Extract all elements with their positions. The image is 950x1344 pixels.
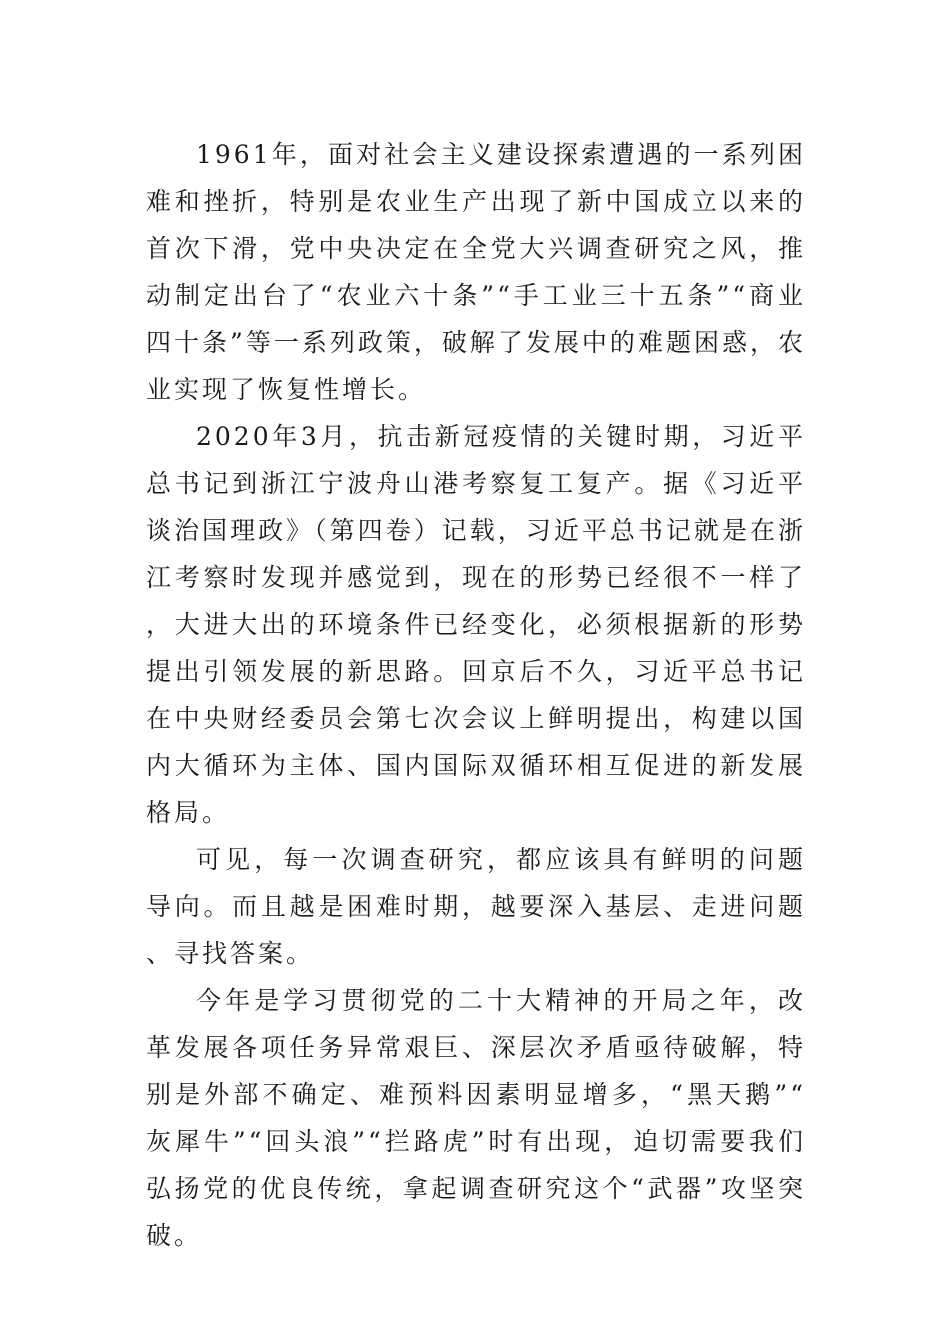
paragraph-this-year: 今年是学习贯彻党的二十大精神的开局之年，改革发展各项任务异常艰巨、深层次矛盾亟待破解，特别是外部不确定、难预料因素明显增多，“黑天鹅”“灰犀牛”“回头浪”“拦路虎”时有出现，迫切需要我们弘扬党的优良传统，拿起调查研究这个“武器”攻坚突破。	[146, 986, 806, 1250]
paragraph-problem-orientation: 可见，每一次调查研究，都应该具有鲜明的问题导向。而且越是困难时期，越要深入基层、走进问题、寻找答案。	[146, 845, 806, 968]
paragraph-2020-ningbo: 2020年3月，抗击新冠疫情的关键时期，习近平总书记到浙江宁波舟山港考察复工复产。据《习近平谈治国理政》（第四卷）记载，习近平总书记就是在浙江考察时发现并感觉到，现在的形势已经很不一样了，大进大出的环境条件已经变化，必须根据新的形势提出引领发展的新思路。回京后不久，习近平总书记在中央财经委员会第七次会议上鲜明提出，构建以国内大循环为主体、国内国际双循环相互促进的新发展格局。	[146, 422, 806, 827]
paragraph-1961-agriculture: 1961年，面对社会主义建设探索遭遇的一系列困难和挫折，特别是农业生产出现了新中国成立以来的首次下滑，党中央决定在全党大兴调查研究之风，推动制定出台了“农业六十条”“手工业三十五条”“商业四十条”等一系列政策，破解了发展中的难题困惑，农业实现了恢复性增长。	[146, 140, 806, 404]
document-body	[146, 131, 806, 1259]
